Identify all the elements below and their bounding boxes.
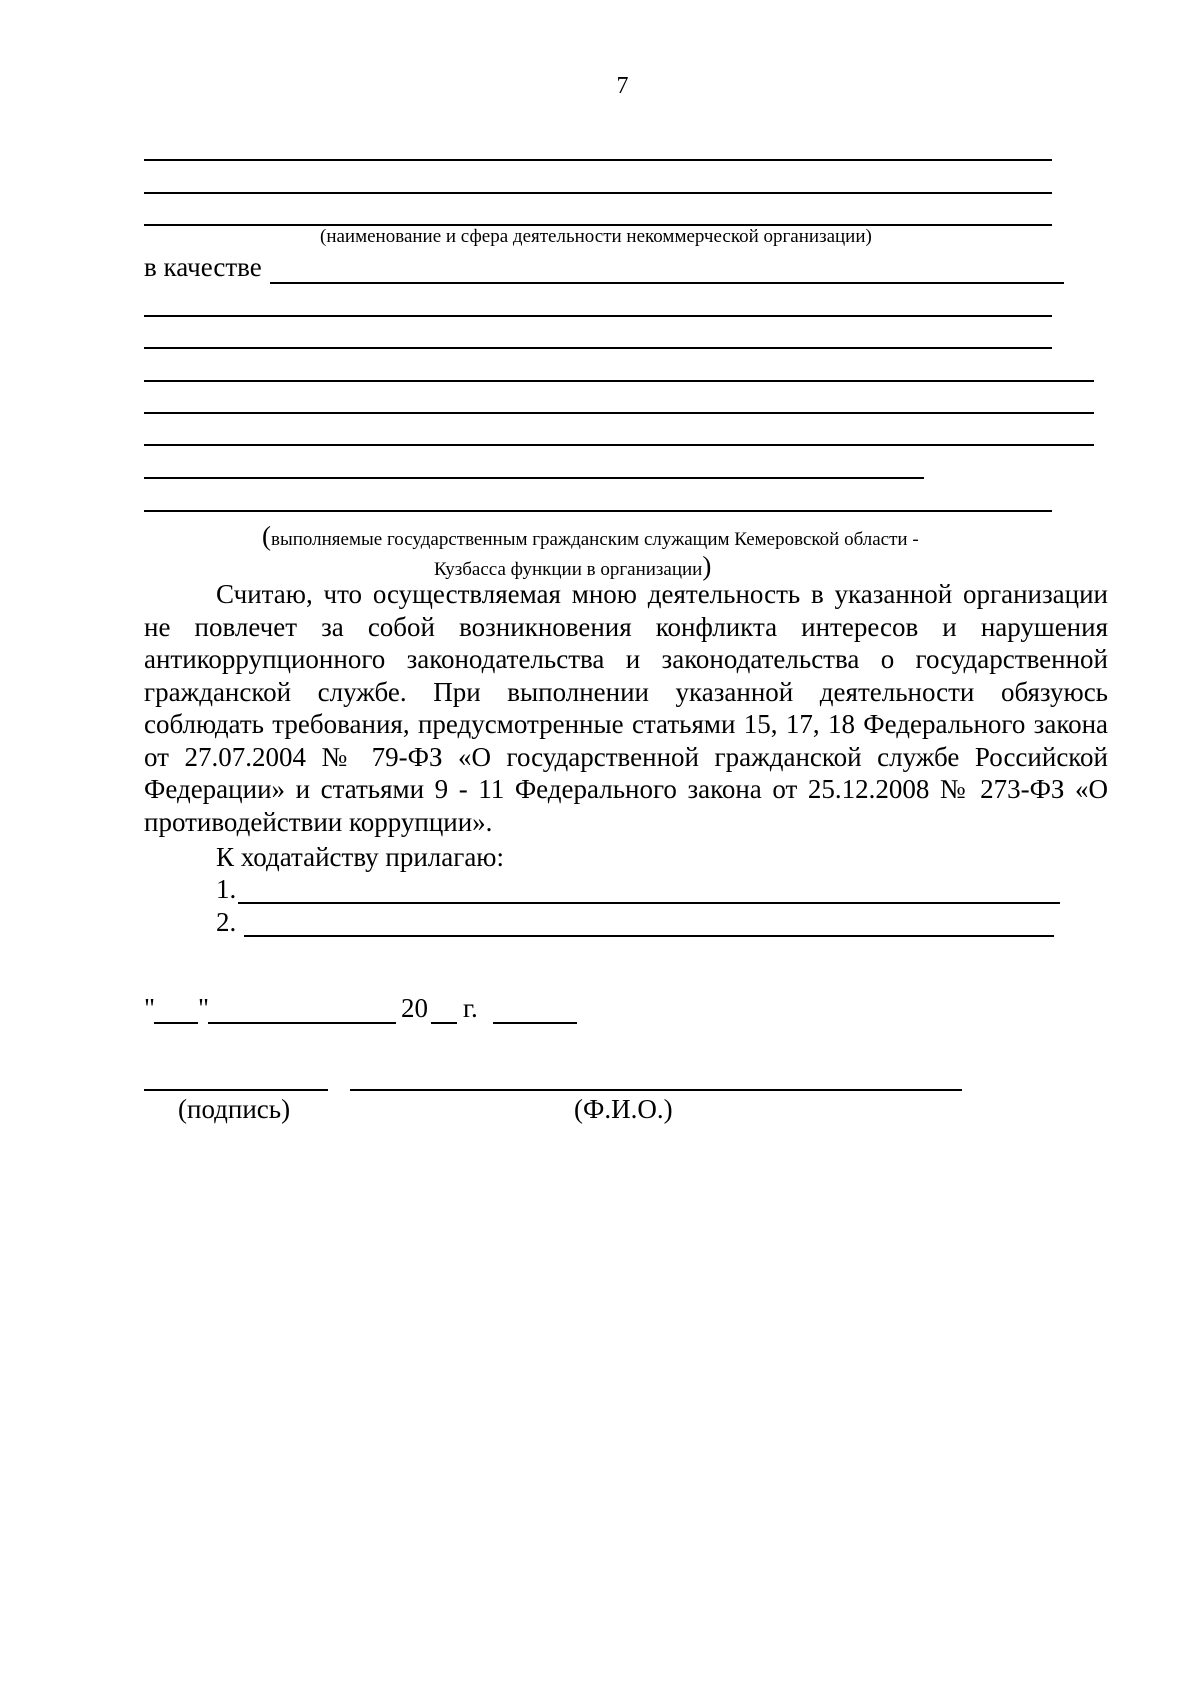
date-month-line[interactable] [208, 1022, 396, 1024]
signature-line[interactable] [144, 1089, 328, 1091]
function-line-3[interactable] [144, 380, 1094, 382]
attachment-2-number: 2. [216, 907, 237, 937]
function-line-6[interactable] [144, 477, 924, 479]
name-caption: (Ф.И.О.) [574, 1094, 673, 1124]
functions-caption-line1 [262, 521, 919, 552]
function-line-1[interactable] [144, 315, 1052, 317]
page-number: 7 [616, 73, 629, 99]
date-extra-line[interactable] [493, 1022, 577, 1024]
attach-label: К ходатайству прилагаю: [216, 842, 504, 872]
date-day-line[interactable] [154, 1022, 198, 1024]
functions-caption-text-2: Кузбасса функции в организации [434, 559, 703, 580]
statement-paragraph [144, 578, 1108, 838]
attachment-1-number: 1. [216, 874, 237, 904]
attachment-1-line[interactable] [238, 902, 1060, 904]
org-caption: (наименование и сфера деятельности некоммерческой организации) [320, 226, 872, 247]
date-quote-close: " [198, 993, 210, 1023]
attachment-2-line[interactable] [244, 935, 1054, 937]
org-line-2[interactable] [144, 192, 1052, 194]
statement-text: Считаю, что осуществляемая мною деятельность в указанной организации не повлечет за собой возникновения конфликта интересов и нарушения антикоррупционного законодательства и законодательства о государственной гражданской службе. При выполнении указанной деятельности обязуюсь соблюдать требования, предусмотренные статьями 15, 17, 18 Федерального закона от 27.07.2004 № 79-ФЗ «О государственной гражданской службе Российской Федерации» и статьями 9 - 11 Федерального закона от 25.12.2008 № 273-ФЗ «О противодействии коррупции». [144, 579, 1108, 837]
as-line[interactable] [270, 282, 1064, 284]
as-label: в качестве [144, 252, 262, 282]
paren-open: ( [262, 521, 271, 551]
function-line-7[interactable] [144, 510, 1052, 512]
date-year-prefix: 20 [401, 993, 428, 1023]
function-line-5[interactable] [144, 444, 1094, 446]
function-line-2[interactable] [144, 347, 1052, 349]
date-year-line[interactable] [431, 1022, 457, 1024]
name-line[interactable] [350, 1089, 962, 1091]
date-quote-open: " [144, 993, 156, 1023]
date-year-suffix: г. [463, 993, 478, 1023]
function-line-4[interactable] [144, 412, 1094, 414]
signature-caption: (подпись) [178, 1094, 291, 1124]
paren-close: ) [702, 551, 712, 581]
functions-caption-text-1: выполняемые государственным гражданским служащим Кемеровской области - [271, 529, 919, 550]
org-line-1[interactable] [144, 159, 1052, 161]
